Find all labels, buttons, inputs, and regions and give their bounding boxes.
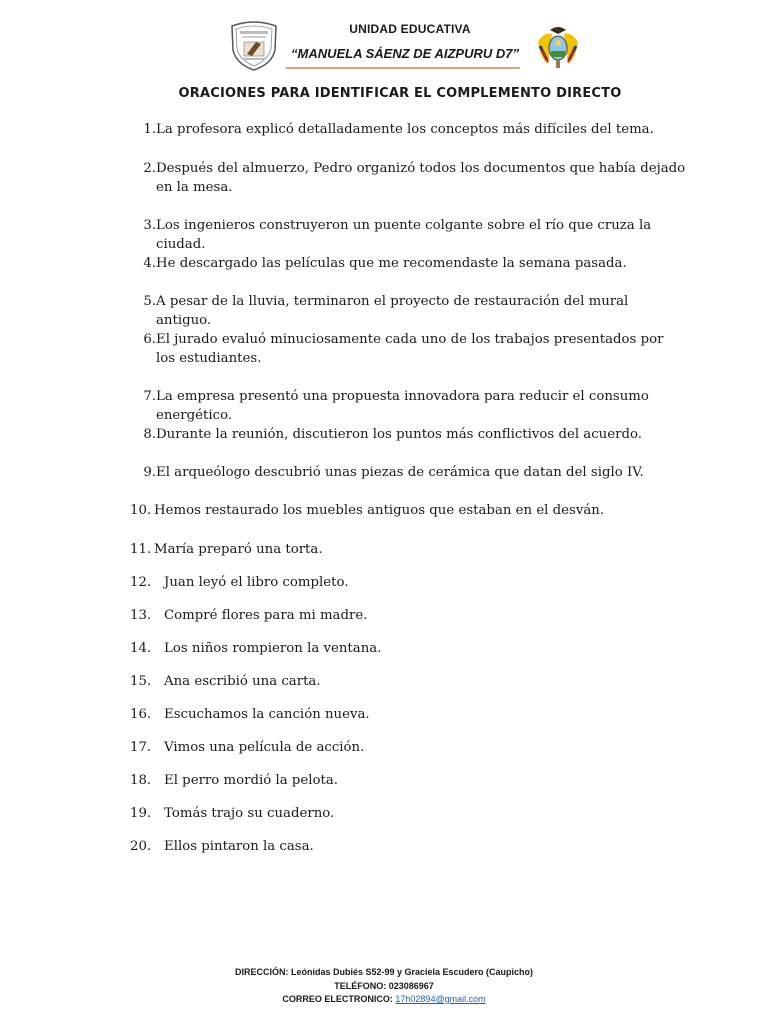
item-text: Los niños rompieron la ventana.: [164, 641, 382, 656]
footer-email-label: CORREO ELECTRONICO:: [282, 994, 393, 1004]
item-text: Durante la reunión, discutieron los puntos más conflictivos del acuerdo.: [156, 427, 642, 442]
item-number: 11.: [130, 542, 152, 557]
school-crest-icon: [228, 20, 280, 72]
item-text: El arqueólogo descubrió unas piezas de cerámica que datan del siglo IV.: [156, 465, 644, 480]
item-number: 19.: [130, 806, 152, 821]
item-text: María preparó una torta.: [154, 542, 323, 557]
item-number: 12.: [130, 575, 152, 590]
item-number: 15.: [130, 674, 152, 689]
header-divider: [286, 67, 520, 69]
item-number: 18.: [130, 773, 152, 788]
footer-phone: TELÉFONO: 023086967: [334, 981, 434, 991]
item-text: Tomás trajo su cuaderno.: [164, 806, 335, 821]
item-number: 4.: [143, 256, 156, 271]
footer-email-line: [0, 993, 768, 1005]
item-text: Vimos una película de acción.: [164, 740, 365, 755]
item-text: Ellos pintaron la casa.: [164, 839, 314, 854]
item-text: Compré flores para mi madre.: [164, 608, 368, 623]
item-number: 7.: [143, 389, 156, 404]
item-text: El perro mordió la pelota.: [164, 773, 339, 788]
item-text: El jurado evaluó minuciosamente cada uno de los trabajos presentados por los estudiantes.: [156, 332, 664, 366]
item-number: 6.: [143, 332, 156, 347]
item-text: A pesar de la lluvia, terminaron el proyecto de restauración del mural antiguo.: [156, 294, 629, 328]
item-number: 13.: [130, 608, 152, 623]
item-text: Después del almuerzo, Pedro organizó todos los documentos que había dejado en la mesa.: [156, 161, 686, 195]
item-number: 9.: [143, 465, 156, 480]
item-text: Juan leyó el libro completo.: [164, 575, 349, 590]
footer-email-link[interactable]: 17h02894@gmail.com: [395, 994, 486, 1004]
school-name-line1: UNIDAD EDUCATIVA: [349, 22, 471, 36]
item-number: 5.: [143, 294, 156, 309]
item-number: 16.: [130, 707, 152, 722]
item-number: 14.: [130, 641, 152, 656]
item-number: 1.: [143, 122, 156, 137]
item-number: 8.: [143, 427, 156, 442]
item-text: La empresa presentó una propuesta innovadora para reducir el consumo energético.: [156, 389, 649, 423]
item-number: 3.: [143, 218, 156, 233]
item-number: 10.: [130, 503, 152, 518]
ecuador-coat-of-arms-icon: [536, 24, 580, 70]
item-number: 17.: [130, 740, 152, 755]
item-text: He descargado las películas que me recomendaste la semana pasada.: [156, 256, 627, 271]
document-title: ORACIONES PARA IDENTIFICAR EL COMPLEMENTO DIRECTO: [178, 86, 622, 101]
item-number: 2.: [143, 161, 156, 176]
item-text: Hemos restaurado los muebles antiguos que estaban en el desván.: [154, 503, 605, 518]
item-text: Ana escribió una carta.: [164, 674, 321, 689]
school-name-line2: “MANUELA SÁENZ DE AIZPURU D7”: [291, 46, 519, 61]
item-text: La profesora explicó detalladamente los conceptos más difíciles del tema.: [156, 122, 654, 137]
letterhead: [0, 0, 768, 80]
item-text: Los ingenieros construyeron un puente colgante sobre el río que cruza la ciudad.: [156, 218, 652, 252]
item-number: 20.: [130, 839, 152, 854]
footer-address: DIRECCIÓN: Leónidas Dubiés S52-99 y Graciela Escudero (Caupicho): [234, 967, 534, 977]
item-text: Escuchamos la canción nueva.: [164, 707, 370, 722]
